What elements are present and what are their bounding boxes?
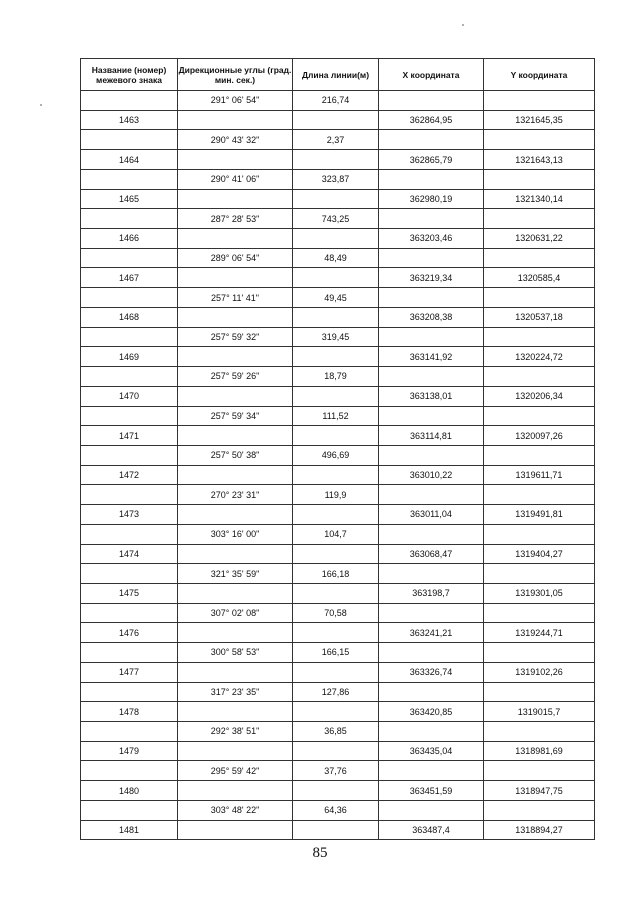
page-number: 85	[312, 845, 328, 861]
cell-name	[81, 682, 178, 702]
cell-angle	[178, 741, 293, 761]
cell-name: 1467	[81, 268, 178, 288]
cell-length: 127,86	[293, 682, 379, 702]
cell-x	[379, 367, 484, 387]
table-row	[81, 761, 595, 781]
table-row	[81, 229, 595, 249]
cell-length: 496,69	[293, 445, 379, 465]
table-row	[81, 288, 595, 308]
table-row	[81, 150, 595, 170]
table-row	[81, 505, 595, 525]
cell-x: 362865,79	[379, 150, 484, 170]
cell-name	[81, 209, 178, 229]
cell-y: 1320585,4	[484, 268, 595, 288]
cell-angle: 291° 06' 54"	[178, 91, 293, 111]
cell-angle	[178, 268, 293, 288]
cell-name: 1478	[81, 702, 178, 722]
cell-length	[293, 268, 379, 288]
table-row	[81, 327, 595, 347]
cell-x	[379, 564, 484, 584]
table-row	[81, 268, 595, 288]
table-row	[81, 741, 595, 761]
cell-angle	[178, 820, 293, 840]
cell-y	[484, 643, 595, 663]
cell-name	[81, 603, 178, 623]
table-body	[81, 91, 595, 840]
cell-angle	[178, 623, 293, 643]
cell-x: 363420,85	[379, 702, 484, 722]
table-row	[81, 583, 595, 603]
header-angle: Дирекционные углы (град. мин. сек.)	[178, 59, 293, 91]
cell-x: 363451,59	[379, 781, 484, 801]
scan-speck	[462, 24, 464, 26]
cell-length	[293, 229, 379, 249]
cell-y: 1319244,71	[484, 623, 595, 643]
table-header	[81, 59, 595, 91]
cell-angle	[178, 347, 293, 367]
cell-length: 48,49	[293, 248, 379, 268]
cell-x: 363138,01	[379, 386, 484, 406]
table-row	[81, 367, 595, 387]
cell-angle: 300° 58' 53"	[178, 643, 293, 663]
cell-length	[293, 150, 379, 170]
cell-length: 36,85	[293, 722, 379, 742]
cell-y: 1320206,34	[484, 386, 595, 406]
cell-x: 363068,47	[379, 544, 484, 564]
cell-name	[81, 564, 178, 584]
cell-length	[293, 347, 379, 367]
cell-y: 1319491,81	[484, 505, 595, 525]
cell-angle: 303° 16' 00"	[178, 524, 293, 544]
cell-name: 1464	[81, 150, 178, 170]
cell-name: 1481	[81, 820, 178, 840]
cell-x	[379, 406, 484, 426]
cell-x	[379, 130, 484, 150]
table-row	[81, 130, 595, 150]
cell-length	[293, 702, 379, 722]
cell-y	[484, 564, 595, 584]
cell-angle: 307° 02' 08"	[178, 603, 293, 623]
cell-x	[379, 209, 484, 229]
cell-length: 70,58	[293, 603, 379, 623]
cell-angle: 321° 35' 59"	[178, 564, 293, 584]
cell-length: 166,15	[293, 643, 379, 663]
cell-angle	[178, 150, 293, 170]
cell-angle: 317° 23' 35"	[178, 682, 293, 702]
table-row	[81, 445, 595, 465]
cell-y: 1321340,14	[484, 189, 595, 209]
cell-y	[484, 91, 595, 111]
cell-name: 1471	[81, 426, 178, 446]
cell-length	[293, 662, 379, 682]
table-row	[81, 820, 595, 840]
table-row	[81, 623, 595, 643]
table-row	[81, 91, 595, 111]
coordinates-table	[80, 58, 595, 840]
cell-angle: 290° 41' 06"	[178, 169, 293, 189]
cell-angle: 257° 11' 41"	[178, 288, 293, 308]
cell-angle: 287° 28' 53"	[178, 209, 293, 229]
cell-angle	[178, 702, 293, 722]
table-row	[81, 307, 595, 327]
cell-name: 1470	[81, 386, 178, 406]
cell-length	[293, 465, 379, 485]
cell-name: 1466	[81, 229, 178, 249]
table-row	[81, 465, 595, 485]
cell-length: 49,45	[293, 288, 379, 308]
cell-x: 363011,04	[379, 505, 484, 525]
cell-name	[81, 445, 178, 465]
cell-y	[484, 406, 595, 426]
table-row	[81, 603, 595, 623]
cell-x	[379, 248, 484, 268]
cell-angle	[178, 505, 293, 525]
table-row	[81, 564, 595, 584]
cell-x	[379, 445, 484, 465]
cell-length	[293, 307, 379, 327]
cell-length: 64,36	[293, 800, 379, 820]
cell-name	[81, 248, 178, 268]
cell-x	[379, 288, 484, 308]
cell-x	[379, 91, 484, 111]
table-row	[81, 248, 595, 268]
cell-y	[484, 130, 595, 150]
cell-length: 743,25	[293, 209, 379, 229]
cell-angle: 303° 48' 22"	[178, 800, 293, 820]
cell-x: 363326,74	[379, 662, 484, 682]
cell-x: 362980,19	[379, 189, 484, 209]
cell-length	[293, 544, 379, 564]
table-row	[81, 169, 595, 189]
table-row	[81, 643, 595, 663]
table-row	[81, 386, 595, 406]
cell-y	[484, 209, 595, 229]
cell-x: 363141,92	[379, 347, 484, 367]
cell-name	[81, 485, 178, 505]
cell-angle	[178, 229, 293, 249]
cell-angle: 290° 43' 32"	[178, 130, 293, 150]
cell-name	[81, 800, 178, 820]
cell-length	[293, 741, 379, 761]
cell-name	[81, 722, 178, 742]
table-row	[81, 702, 595, 722]
header-name: Название (номер) межевого знака	[81, 59, 178, 91]
cell-length	[293, 426, 379, 446]
cell-y	[484, 445, 595, 465]
table-row	[81, 485, 595, 505]
cell-y: 1319301,05	[484, 583, 595, 603]
cell-angle: 257° 59' 34"	[178, 406, 293, 426]
cell-length: 323,87	[293, 169, 379, 189]
cell-name: 1472	[81, 465, 178, 485]
cell-y: 1321645,35	[484, 110, 595, 130]
cell-x	[379, 643, 484, 663]
cell-angle: 295° 59' 42"	[178, 761, 293, 781]
cell-x: 363203,46	[379, 229, 484, 249]
cell-name	[81, 524, 178, 544]
cell-y: 1321643,13	[484, 150, 595, 170]
cell-name	[81, 169, 178, 189]
cell-x	[379, 327, 484, 347]
table-row	[81, 209, 595, 229]
cell-y: 1319102,26	[484, 662, 595, 682]
cell-name: 1463	[81, 110, 178, 130]
cell-name: 1476	[81, 623, 178, 643]
cell-length: 111,52	[293, 406, 379, 426]
cell-y	[484, 367, 595, 387]
cell-angle	[178, 189, 293, 209]
cell-x: 363487,4	[379, 820, 484, 840]
cell-y	[484, 169, 595, 189]
cell-angle	[178, 465, 293, 485]
cell-y: 1320537,18	[484, 307, 595, 327]
header-x: X координата	[379, 59, 484, 91]
cell-length	[293, 505, 379, 525]
cell-x: 363010,22	[379, 465, 484, 485]
cell-x	[379, 169, 484, 189]
cell-y: 1320224,72	[484, 347, 595, 367]
cell-name: 1473	[81, 505, 178, 525]
table-row	[81, 781, 595, 801]
cell-x	[379, 524, 484, 544]
cell-angle	[178, 544, 293, 564]
cell-x: 363435,04	[379, 741, 484, 761]
cell-y: 1318981,69	[484, 741, 595, 761]
header-y: Y координата	[484, 59, 595, 91]
cell-length: 104,7	[293, 524, 379, 544]
cell-length: 166,18	[293, 564, 379, 584]
cell-length	[293, 386, 379, 406]
scan-speck	[40, 104, 42, 106]
cell-length	[293, 583, 379, 603]
cell-length: 18,79	[293, 367, 379, 387]
cell-name: 1475	[81, 583, 178, 603]
cell-length: 319,45	[293, 327, 379, 347]
table-row	[81, 426, 595, 446]
cell-name: 1479	[81, 741, 178, 761]
table-row	[81, 110, 595, 130]
cell-x: 363198,7	[379, 583, 484, 603]
cell-name	[81, 761, 178, 781]
table-row	[81, 682, 595, 702]
cell-angle	[178, 307, 293, 327]
cell-angle: 257° 50' 38"	[178, 445, 293, 465]
cell-length: 119,9	[293, 485, 379, 505]
cell-length	[293, 623, 379, 643]
cell-y	[484, 327, 595, 347]
cell-x	[379, 761, 484, 781]
cell-angle	[178, 583, 293, 603]
cell-x	[379, 485, 484, 505]
table-row	[81, 189, 595, 209]
cell-name	[81, 406, 178, 426]
cell-name	[81, 288, 178, 308]
cell-y: 1318947,75	[484, 781, 595, 801]
cell-x	[379, 603, 484, 623]
header-row	[81, 59, 595, 91]
cell-y	[484, 800, 595, 820]
table-row	[81, 347, 595, 367]
table-row	[81, 544, 595, 564]
cell-name: 1469	[81, 347, 178, 367]
cell-length	[293, 110, 379, 130]
cell-length: 216,74	[293, 91, 379, 111]
cell-name	[81, 130, 178, 150]
table-row	[81, 524, 595, 544]
cell-y	[484, 682, 595, 702]
cell-angle: 257° 59' 32"	[178, 327, 293, 347]
cell-name	[81, 327, 178, 347]
cell-angle	[178, 662, 293, 682]
cell-x: 363114,81	[379, 426, 484, 446]
table-row	[81, 800, 595, 820]
cell-length	[293, 820, 379, 840]
cell-length	[293, 189, 379, 209]
cell-y	[484, 722, 595, 742]
cell-x	[379, 800, 484, 820]
cell-y	[484, 288, 595, 308]
cell-x	[379, 722, 484, 742]
cell-y: 1320097,26	[484, 426, 595, 446]
cell-x: 363219,34	[379, 268, 484, 288]
cell-x: 362864,95	[379, 110, 484, 130]
cell-name: 1477	[81, 662, 178, 682]
cell-name: 1480	[81, 781, 178, 801]
cell-y: 1319015,7	[484, 702, 595, 722]
cell-name: 1465	[81, 189, 178, 209]
cell-length: 37,76	[293, 761, 379, 781]
cell-angle: 289° 06' 54"	[178, 248, 293, 268]
cell-name: 1474	[81, 544, 178, 564]
cell-y	[484, 524, 595, 544]
table-row	[81, 722, 595, 742]
cell-angle: 257° 59' 26"	[178, 367, 293, 387]
cell-length: 2,37	[293, 130, 379, 150]
cell-x	[379, 682, 484, 702]
table-row	[81, 406, 595, 426]
cell-y	[484, 248, 595, 268]
cell-angle	[178, 426, 293, 446]
cell-name: 1468	[81, 307, 178, 327]
cell-angle	[178, 386, 293, 406]
cell-angle	[178, 781, 293, 801]
cell-y: 1320631,22	[484, 229, 595, 249]
cell-length	[293, 781, 379, 801]
cell-y: 1318894,27	[484, 820, 595, 840]
cell-y: 1319404,27	[484, 544, 595, 564]
cell-angle: 292° 38' 51"	[178, 722, 293, 742]
cell-angle	[178, 110, 293, 130]
cell-y	[484, 761, 595, 781]
cell-name	[81, 367, 178, 387]
cell-x: 363241,21	[379, 623, 484, 643]
cell-y	[484, 603, 595, 623]
header-length: Длина линии(м)	[293, 59, 379, 91]
cell-name	[81, 643, 178, 663]
cell-y: 1319611,71	[484, 465, 595, 485]
table-row	[81, 662, 595, 682]
cell-y	[484, 485, 595, 505]
cell-name	[81, 91, 178, 111]
cell-angle: 270° 23' 31"	[178, 485, 293, 505]
cell-x: 363208,38	[379, 307, 484, 327]
